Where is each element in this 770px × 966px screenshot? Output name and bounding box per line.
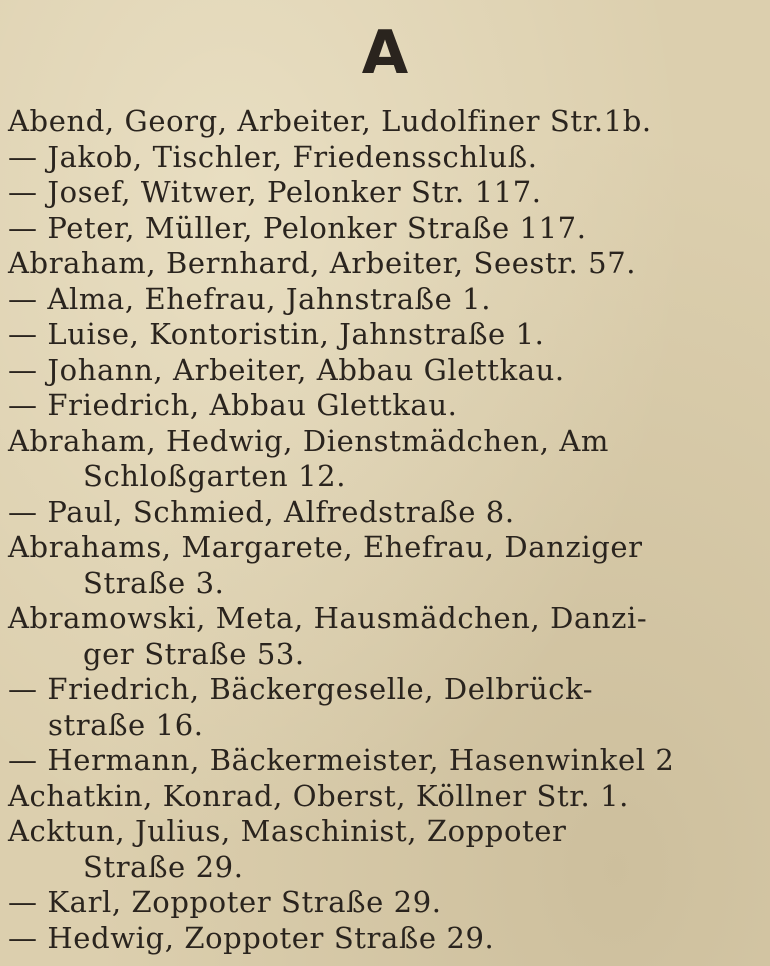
directory-line-continuation: straße 16. [48, 707, 204, 742]
directory-line: — Karl, Zoppoter Straße 29. [8, 885, 442, 919]
directory-line: — Friedrich, Bäckergeselle, Delbrück- [8, 672, 594, 706]
directory-line: — Josef, Witwer, Pelonker Str. 117. [8, 175, 542, 209]
directory-line-continuation: Straße 3. [83, 565, 225, 600]
directory-line: Abraham, Hedwig, Dienstmädchen, Am [8, 423, 609, 458]
directory-line: — Peter, Müller, Pelonker Straße 117. [8, 210, 587, 245]
directory-line: Abramowski, Meta, Hausmädchen, Danzi- [8, 601, 648, 635]
directory-entries [8, 104, 756, 956]
directory-line: Abraham, Bernhard, Arbeiter, Seestr. 57. [8, 246, 637, 280]
directory-line-continuation: Straße 29. [83, 849, 244, 884]
directory-line: — Johann, Arbeiter, Abbau Glettkau. [8, 352, 565, 387]
section-letter-heading: A [361, 18, 409, 88]
directory-line-continuation: Schloßgarten 12. [83, 459, 347, 493]
directory-line: — Alma, Ehefrau, Jahnstraße 1. [8, 281, 492, 316]
directory-line: — Friedrich, Abbau Glettkau. [8, 388, 458, 422]
directory-line: Acktun, Julius, Maschinist, Zoppoter [8, 814, 567, 848]
directory-line: — Hedwig, Zoppoter Straße 29. [8, 920, 495, 955]
directory-line-continuation: ger Straße 53. [83, 636, 305, 671]
directory-line: Achatkin, Konrad, Oberst, Köllner Str. 1. [8, 778, 629, 813]
directory-line: — Hermann, Bäckermeister, Hasenwinkel 2 [8, 743, 675, 777]
directory-line: Abrahams, Margarete, Ehefrau, Danziger [8, 530, 643, 564]
directory-line: — Luise, Kontoristin, Jahnstraße 1. [8, 317, 545, 351]
directory-line: — Jakob, Tischler, Friedensschluß. [8, 139, 538, 174]
directory-line: — Paul, Schmied, Alfredstraße 8. [8, 494, 515, 529]
directory-line: Abend, Georg, Arbeiter, Ludolfiner Str.1b. [8, 104, 652, 138]
